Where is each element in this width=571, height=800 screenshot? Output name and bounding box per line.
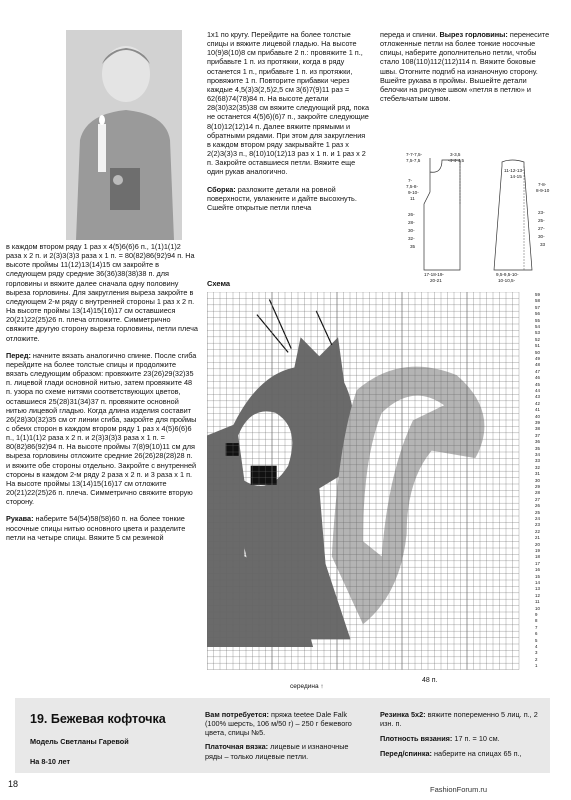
dim-label: 9-10- [408, 190, 419, 195]
col3-text-a: переда и спинки. [380, 30, 440, 39]
col3-text-b: перенесите отложенные петли на более тонкие носочные спицы, наберите дополнительно петли, чтобы стало 108(110)112(112)114 п. Вяжите боковые швы. Отогните подгиб на изнаночную сторону. Вшейте рукава в проймы. Вышейте детали белочки на рисунке швом «петля в петлю» и стебельчатым швом. [380, 30, 550, 104]
row-number: 18 [535, 554, 540, 560]
front-back-label: Перед/спинка: [380, 749, 432, 759]
dim-label: 7,5-7,5 [406, 158, 421, 163]
row-number: 47 [535, 368, 540, 374]
row-number: 32 [535, 464, 540, 470]
dim-label: 7-8- [538, 182, 547, 187]
row-number: 24 [535, 516, 540, 521]
front-text: начните вязать аналогично спинке. После сгиба перейдите на более толстые спицы и продолжите вязать следующим образом: провяжите 23(26)29(32)35 п. лицевой глади основной нитью, затем провяжите 48 п. узора по схеме нитями соответствующих цветов, оставшиеся 25(28)31(34)37 п. провяжите основной нитью лицевой гладью. Когда длина изделия составит 26(28)30(32)35 см от линии сгиба, закройте для проймы с обеих сторон в каждом втором ряду 1 раз х 4(5)6(6)6 п., 1(1)1(1)2 раза х 2 п. и 2(3)3(3)3 раза х 1 п. = 80(82)86(92)94 п. На высоте проймы 7(8)9(10)11 см для выреза горловины отложите средние 26(26)28(28)28 п. и вяжите обе стороны отдельно. Закройте с внутренней стороны в каждом 2-м ряду 2 раза х 2 п. и 3 раза х 1 п. На высоте проймы 13(14)15(16)17 см отложите 20(21)22(25)26 п. плеча. Симметрично свяжите вторую сторону. [6, 350, 197, 507]
garter-label: Платочная вязка: [205, 742, 269, 752]
row-number: 20 [535, 541, 540, 547]
row-number: 52 [535, 336, 540, 342]
chart-eye [226, 443, 239, 456]
dim-label: -4-4-4,5 [448, 158, 465, 163]
neck-label: Вырез горловины: [439, 30, 508, 39]
row-number: 16 [535, 567, 540, 573]
pattern-outline [402, 152, 552, 287]
col1-sleeve-paragraph [6, 514, 198, 541]
col1-front-paragraph [6, 351, 198, 507]
row-number: 39 [535, 420, 540, 425]
row-number: 26 [535, 503, 540, 509]
row-number: 54 [535, 324, 540, 329]
dim-label: 11 [410, 196, 415, 201]
dim-label: 30- [408, 228, 415, 233]
column-1 [6, 242, 198, 550]
row-number: 5 [535, 637, 538, 643]
row-number: 40 [535, 413, 540, 419]
row-number: 25 [535, 509, 540, 515]
chart-grid [207, 292, 533, 678]
row-number: 35 [535, 445, 540, 451]
row-number: 22 [535, 528, 540, 534]
dim-label: 11-12-13- [504, 168, 524, 173]
row-number: 7 [535, 624, 538, 630]
row-number: 23 [535, 522, 540, 528]
schema-title: Схема [207, 279, 231, 288]
row-number: 21 [535, 535, 540, 541]
row-number: 44 [535, 388, 540, 393]
dim-label: 20-21 [430, 278, 442, 283]
density-text: 17 п. = 10 см. [452, 734, 500, 744]
column-3 [380, 30, 552, 111]
assembly-label: Сборка: [207, 184, 236, 194]
front-label: Перед: [6, 350, 31, 360]
column-2 [207, 30, 371, 220]
col2-assembly-paragraph [207, 185, 371, 212]
row-number: 10 [535, 605, 540, 611]
dim-label: 26- [408, 212, 415, 217]
dim-label: 32- [408, 236, 415, 241]
dim-label: 7- [408, 178, 413, 183]
dim-label: 28- [408, 220, 415, 225]
row-number: 57 [535, 304, 540, 310]
row-number: 59 [535, 292, 540, 297]
row-number: 9 [535, 612, 538, 617]
row-number: 14 [535, 580, 540, 585]
knitting-chart [207, 292, 543, 678]
dim-label: 14-15 [510, 174, 522, 179]
dim-label: 23- [538, 210, 545, 215]
dim-label: 27- [538, 226, 545, 231]
col3-paragraph [380, 30, 552, 103]
dim-label: 25- [538, 218, 545, 223]
row-number: 33 [535, 458, 540, 464]
row-number: 42 [535, 400, 540, 406]
row-number: 46 [535, 375, 540, 381]
row-number: 17 [535, 560, 540, 566]
dim-label: 35 [410, 244, 416, 249]
row-number: 48 [535, 362, 540, 368]
dim-label: 3-3,5 [450, 152, 461, 157]
row-number: 30 [535, 477, 540, 483]
row-number: 1 [535, 663, 538, 669]
front-back-text: наберите на спицах 65 п., [431, 749, 522, 759]
row-number: 50 [535, 349, 540, 355]
garter-text: лицевые и изнаночные ряды – только лицевые петли. [205, 742, 349, 761]
dim-label: 10-10,5- [498, 278, 516, 283]
materials-label: Вам потребуется: [205, 710, 269, 719]
dim-label: 17-18-19- [424, 272, 444, 277]
row-number: 15 [535, 573, 540, 579]
row-number: 55 [535, 317, 540, 323]
dim-label: 7-7-7,5- [406, 152, 423, 157]
chart-nose [251, 466, 277, 485]
col2-paragraph: 1x1 по кругу. Перейдите на более толстые спицы и вяжите лицевой гладью. На высоте 10(9)8(10)8 см прибавьте 2 п.: провяжите 1 п., прибавьте 1 п. из протяжки, когда в ряду останется 1 п., прибавьте 1 п. из протяжки, провяжите 1 п. Повторите прибавки через каждые 4,5(3)3(2,5)2,5 см 3(6)7(9)11 раз = 62(68)74(78)84 п. На высоте детали 28(30)32(35)38 см вяжите следующий ряд, пока не останется 4(5)6)(6)7 п., закройте следующие 8(10)12(12)14 п. Далее вяжите прямыми и обратными рядами. При этом для закругления в каждом втором ряду закрывайте 1 раз х 2(2)3(3)3 п., 8(10)10(12)13 раз х 1 п. и 1 раз х 2 п. Закройте оставшиеся петли. Вяжите еще один рукав аналогично. [207, 30, 370, 177]
row-number: 31 [535, 471, 540, 477]
page-number: 18 [8, 779, 19, 789]
width-label: 48 п. [422, 677, 438, 684]
row-number: 37 [535, 432, 540, 438]
box-column-2 [205, 710, 365, 761]
dim-label: 33 [540, 242, 546, 247]
row-number: 4 [535, 644, 538, 649]
dim-label: 9,5-9,5-10- [496, 272, 519, 277]
row-number: 13 [535, 586, 540, 592]
row-number: 3 [535, 650, 538, 656]
model-author: Модель Светланы Гаревой [30, 737, 129, 746]
density-label: Плотность вязания: [380, 734, 453, 744]
row-number: 34 [535, 452, 540, 457]
row-number: 51 [535, 343, 540, 349]
front-back-paragraph [380, 749, 550, 758]
rib-text: вяжите попеременно 5 лиц. п., 2 изн. п. [380, 710, 538, 729]
sleeve-label: Рукава: [6, 514, 34, 524]
pattern-title: 19. Бежевая кофточка [30, 712, 166, 726]
row-number: 56 [535, 311, 540, 317]
row-number: 43 [535, 394, 540, 400]
row-number: 49 [535, 356, 540, 361]
box-column-3 [380, 710, 550, 759]
row-number: 12 [535, 592, 540, 598]
row-number: 45 [535, 381, 540, 387]
rib-label: Резинка 5х2: [380, 710, 426, 719]
sleeve-text: наберите 54(54)58(58)60 п. на более тонкие носочные спицы нитью основного цвета и разделите петли на четыре спицы. Вяжите 5 см резинкой [6, 514, 186, 542]
pattern-pieces [402, 152, 552, 287]
col1-paragraph: в каждом втором ряду 1 раз х 4(5)6(6)6 п., 1(1)1(1)2 раза х 2 п. и 2(3)3(3)3 раза х 1 п. = 80(82)86(92)94 п. На высоте проймы 11(12)13(14)15 см закройте в следующем ряду средние 36(36)38(38)38 п. для горловины и вяжите далее сначала одну половину выреза горловины. Для закругления выреза закройте в следующем 2-м ряду с внутренней стороны 1 раз х 2 п. На высоте проймы 13(14)15(16)17 см оставшиеся 20(21)22(25)26 п. плеча отложите. Симметрично свяжите другую сторону выреза горловины, петли плеча отложите. [6, 242, 198, 343]
footer-watermark: FashionForum.ru [430, 785, 488, 794]
dim-label: 7,5-8- [406, 184, 419, 189]
age-range: На 8-10 лет [30, 757, 71, 766]
row-number: 11 [535, 599, 540, 605]
row-number: 6 [535, 631, 538, 637]
rib-paragraph [380, 710, 550, 728]
garter-paragraph [205, 742, 365, 760]
materials-text: пряжа teetee Dale Falk (100% шерсть, 106 м/50 г) – 250 г бежевого цвета, спицы №5. [205, 710, 352, 738]
row-number: 38 [535, 426, 540, 432]
row-number: 28 [535, 490, 540, 496]
dim-label: 30- [538, 234, 545, 239]
row-number: 2 [535, 656, 538, 662]
dim-label: 8-9-10 [536, 188, 550, 193]
center-label-text: середина [290, 683, 319, 690]
row-number: 36 [535, 439, 540, 445]
assembly-text: разложите детали на ровной поверхности, увлажните и дайте высохнуть. Сшейте открытые петли плеча [207, 184, 357, 212]
row-number: 8 [535, 618, 538, 624]
row-number: 41 [535, 407, 540, 413]
center-label: середина ↑ [290, 683, 324, 690]
row-number: 29 [535, 484, 540, 489]
row-number: 19 [535, 548, 540, 553]
row-number: 27 [535, 496, 540, 502]
materials-paragraph [205, 710, 365, 737]
child-photo [66, 30, 182, 240]
row-number: 58 [535, 298, 540, 304]
row-number: 53 [535, 330, 540, 336]
density-paragraph [380, 734, 550, 743]
